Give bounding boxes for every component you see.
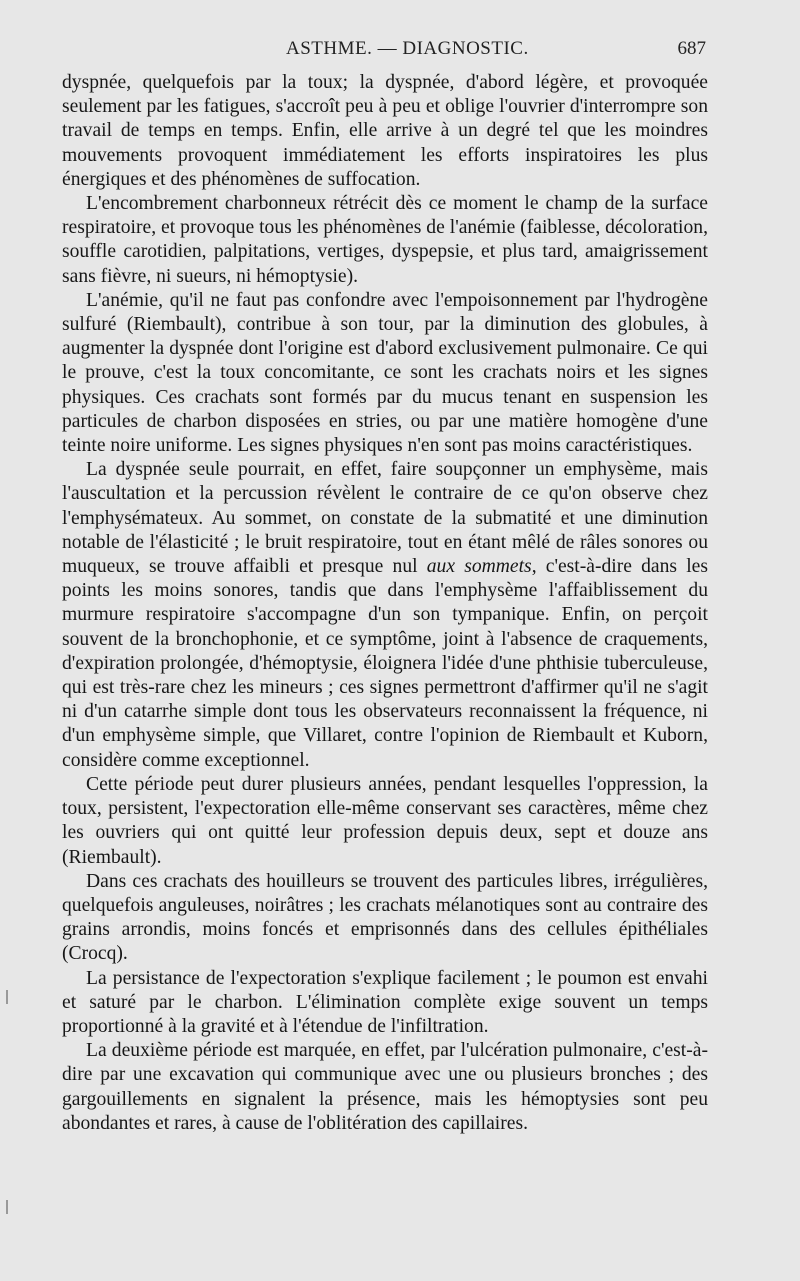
paragraph-1: dyspnée, quelquefois par la toux; la dyspnée, d'abord légère, et provoquée seulement par les fatigues, s'accroît peu à peu et oblige l'ouvrier d'interrompre son travail de temps en temps. Enfin, elle arrive à un degré tel que les moindres mouvements provoquent immédiatement les efforts inspiratoires les plus énergiques et des phénomènes de suffocation. <box>62 72 708 190</box>
page-number: 687 <box>677 38 706 59</box>
paragraph-4-part-1: La dyspnée seule pourrait, en effet, faire soupçonner un emphysème, mais l'auscultation et la percussion révèlent le contraire de ce qu'on observe chez l'emphysémateux. Au sommet, on constate de la submatité et une diminution notable de l'élasticité ; le bruit respiratoire, tout en étant mêlé de râles sonores ou muqueux, se trouve affaibli et presque nul <box>62 459 708 578</box>
margin-mark <box>6 990 8 1004</box>
paragraph-4 <box>62 458 708 773</box>
paragraph-4-emphasis: aux sommets <box>426 556 532 578</box>
paragraph-4-part-2: , c'est-à-dire dans les points les moins sonores, tandis que dans l'emphysème l'affaiblissement du murmure respiratoire s'accompagne d'un son tympanique. Enfin, on perçoit souvent de la bronchophonie, et ce symptôme, joint à l'absence de craquements, d'expiration prolongée, d'hémoptysie, éloignera l'idée d'une phthisie tuberculeuse, qui est très-rare chez les mineurs ; ces signes permettront d'affirmer qu'il ne s'agit ni d'un catarrhe simple dont tous les observateurs reconnaissent la fréquence, ni d'un emphysème simple, que Villaret, contre l'opinion de Riembault et Kuborn, considère comme exceptionnel. <box>62 556 708 771</box>
running-header <box>60 36 710 62</box>
paragraph-8: La deuxième période est marquée, en effet, par l'ulcération pulmonaire, c'est-à-dire par une excavation qui communique avec une ou plusieurs bronches ; des gargouillements en signalent la présence, mais les hémoptysies sont peu abondantes et rares, à cause de l'oblitération des capillaires. <box>62 1040 708 1134</box>
paragraph-5: Cette période peut durer plusieurs années, pendant lesquelles l'oppression, la toux, persistent, l'expectoration elle-même conservant ses caractères, même chez les ouvriers qui ont quitté leur profession depuis deux, sept et douze ans (Riembault). <box>62 773 708 868</box>
body-text <box>62 71 708 1136</box>
paragraph-7: La persistance de l'expectoration s'explique facilement ; le poumon est envahi et saturé par le charbon. L'élimination complète exige souvent un temps proportionné à la gravité et à l'étendue de l'infiltration. <box>62 967 708 1037</box>
paragraph-2: L'encombrement charbonneux rétrécit dès ce moment le champ de la surface respiratoire, et provoque tous les phénomènes de l'anémie (faiblesse, décoloration, souffle carotidien, palpitations, vertiges, dyspepsie, et plus tard, amaigrissement sans fièvre, ni sueurs, ni hémoptysie). <box>62 193 708 287</box>
running-title: ASTHME. — DIAGNOSTIC. <box>286 38 529 59</box>
paragraph-6: Dans ces crachats des houilleurs se trouvent des particules libres, irrégulières, quelquefois anguleuses, noirâtres ; les crachats mélanotiques sont au contraire des grains arrondis, moins foncés et emprisonnés dans des cellules épithéliales (Crocq). <box>62 870 708 965</box>
paragraph-3: L'anémie, qu'il ne faut pas confondre avec l'empoisonnement par l'hydrogène sulfuré (Riembault), contribue à son tour, par la diminution des globules, à augmenter la dyspnée dont l'origine est d'abord exclusivement pulmonaire. Ce qui le prouve, c'est la toux concomitante, ce sont les crachats noirs et les signes physiques. Ces crachats sont formés par du mucus tenant en suspension les particules de charbon disposées en stries, ou par une matière homogène d'une teinte noire uniforme. Les signes physiques n'en sont pas moins caractéristiques. <box>62 289 708 457</box>
margin-mark <box>6 1200 8 1214</box>
